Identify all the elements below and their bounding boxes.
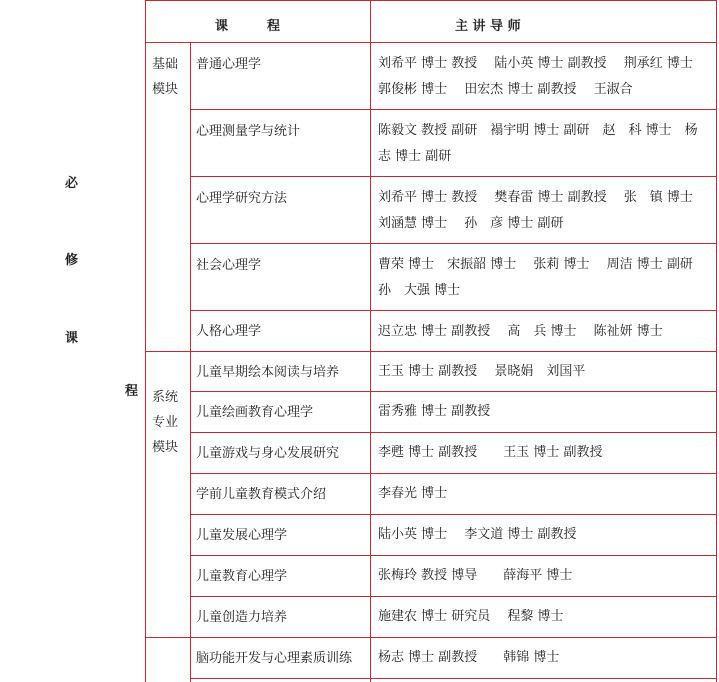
module-basic: 基础模块 (152, 57, 179, 97)
grid-line (190, 514, 717, 515)
course-name: 儿童发展心理学 (196, 528, 288, 543)
lecturer-list: 刘希平 博士 教授 樊春雷 博士 副教授 张 镇 博士 刘涵慧 博士 孙 彦 博士 副研 (378, 190, 711, 231)
grid-line (145, 351, 717, 352)
grid-line (190, 310, 717, 311)
lecturer-list: 陆小英 博士 李文道 博士 副教授 (378, 527, 577, 542)
grid-line (145, 637, 717, 638)
lecturer-list: 迟立忠 博士 副教授 高 兵 博士 陈祉妍 博士 (378, 324, 663, 339)
course-name: 儿童教育心理学 (196, 569, 288, 584)
lecturer-list: 施建农 博士 研究员 程黎 博士 (378, 609, 564, 624)
grid-line (190, 176, 717, 177)
lecturer-list: 李甦 博士 副教授 王玉 博士 副教授 (378, 445, 603, 460)
lecturer-list: 李春光 博士 (378, 486, 448, 501)
grid-line (145, 0, 717, 1)
lecturer-list: 刘希平 博士 教授 陆小英 博士 副教授 荆承红 博士 郭俊彬 博士 田宏杰 博士 副教授 王淑合 (378, 56, 711, 97)
course-name: 社会心理学 (196, 258, 262, 273)
grid-line (190, 42, 191, 682)
lecturer-list: 王玉 博士 副教授 景晓娟 刘国平 (378, 364, 586, 379)
lecturer-list: 杨志 博士 副教授 韩锦 博士 (378, 650, 560, 665)
grid-line (190, 432, 717, 433)
course-name: 心理学研究方法 (196, 191, 288, 206)
grid-line (370, 0, 371, 682)
lecturer-list: 雷秀雅 博士 副教授 (378, 404, 491, 419)
side-label-char-2: 修 (65, 253, 79, 268)
course-name: 儿童创造力培养 (196, 610, 288, 625)
grid-line (145, 0, 146, 682)
course-name: 学前儿童教育模式介绍 (196, 487, 327, 502)
lecturer-list: 陈毅文 教授 副研 褟宇明 博士 副研 赵 科 博士 杨 志 博士 副研 (378, 123, 711, 164)
grid-line (190, 243, 717, 244)
lecturer-list: 张梅玲 教授 博导 薛海平 博士 (378, 568, 573, 583)
header-lecturer: 主 讲 导 师 (455, 19, 521, 34)
course-name: 儿童游戏与身心发展研究 (196, 446, 340, 461)
grid-line (190, 109, 717, 110)
grid-line (190, 678, 717, 679)
module-system: 系统专业模块 (152, 390, 179, 455)
grid-line (190, 555, 717, 556)
course-name: 普通心理学 (196, 57, 262, 72)
course-name: 儿童绘画教育心理学 (196, 405, 314, 420)
side-label-char-1: 必 (65, 176, 79, 191)
course-name: 儿童早期绘本阅读与培养 (196, 365, 340, 380)
side-label-char-4: 程 (125, 384, 139, 399)
course-name: 脑功能开发与心理素质训练 (196, 651, 353, 666)
side-label-char-3: 课 (65, 331, 79, 346)
grid-line (145, 42, 717, 43)
header-course: 课 程 (215, 19, 281, 34)
grid-line (716, 0, 717, 682)
course-name: 心理测量学与统计 (196, 124, 301, 139)
grid-line (190, 473, 717, 474)
grid-line (190, 596, 717, 597)
grid-line (190, 391, 717, 392)
lecturer-list: 曹荣 博士 宋振韶 博士 张莉 博士 周洁 博士 副研 孙 大强 博士 (378, 257, 706, 298)
course-name: 人格心理学 (196, 324, 262, 339)
